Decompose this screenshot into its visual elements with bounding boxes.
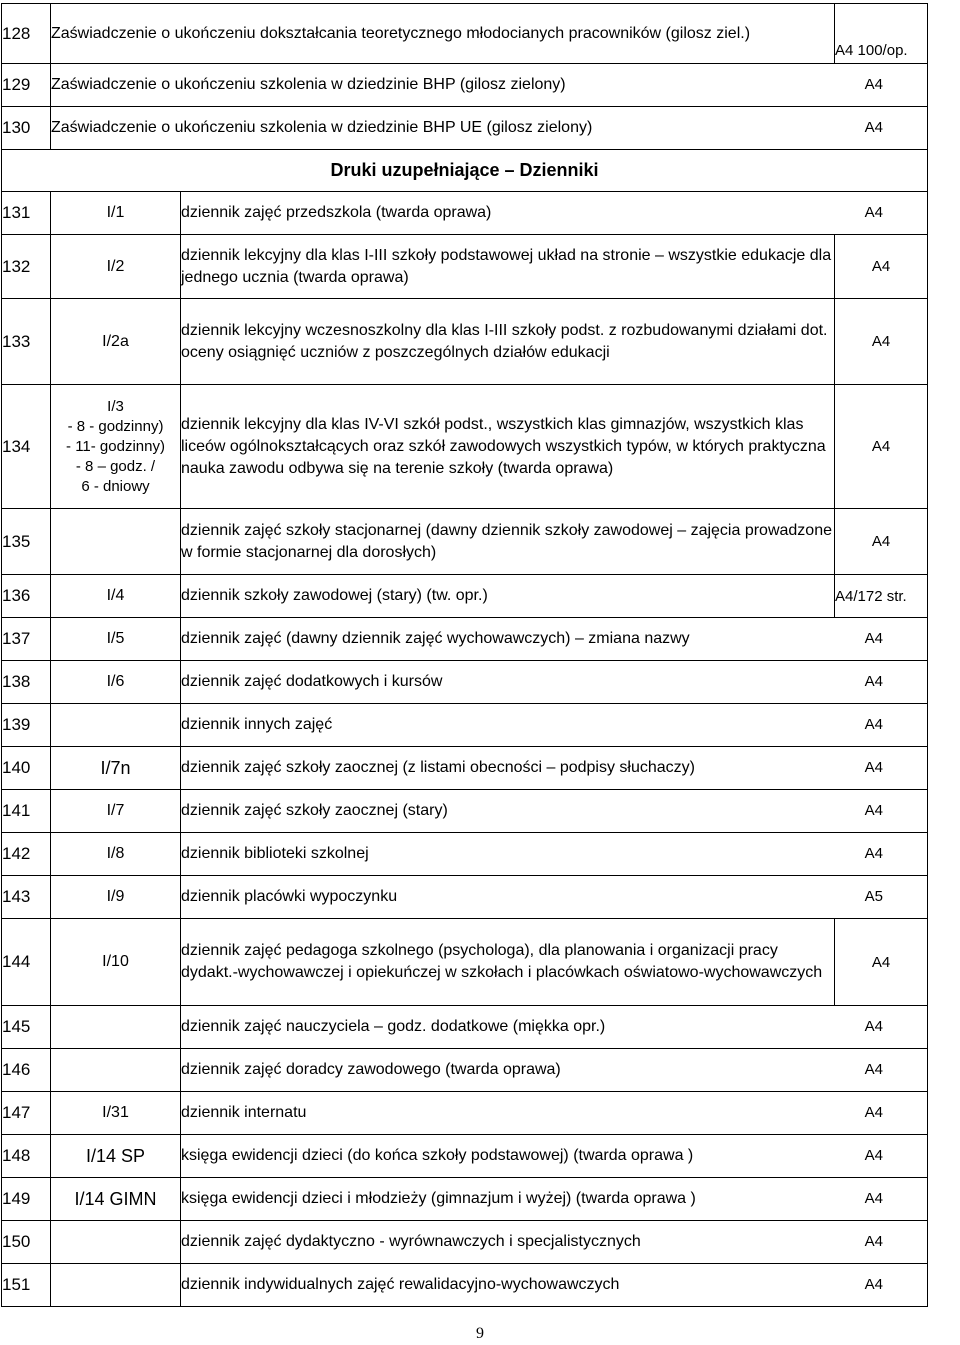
- row-code: I/4: [51, 575, 181, 618]
- row-code: I/7n: [51, 747, 181, 790]
- row-format: A4 100/op.: [835, 4, 928, 64]
- row-description-cell: [181, 1264, 928, 1307]
- row-number: 134: [2, 385, 51, 509]
- row-code: I/10: [51, 919, 181, 1006]
- row-code: I/31: [51, 1092, 181, 1135]
- row-code: [51, 1221, 181, 1264]
- table-row: [2, 919, 928, 1006]
- row-format: A4: [864, 1061, 884, 1078]
- table-row: [2, 704, 928, 747]
- row-format: A4: [864, 759, 884, 776]
- table-row: [2, 575, 928, 618]
- row-code: I/7: [51, 790, 181, 833]
- row-code: I/1: [51, 192, 181, 235]
- row-description-cell: [181, 747, 928, 790]
- row-description-cell: [181, 1135, 928, 1178]
- row-format: A4: [835, 299, 928, 385]
- row-number: 151: [2, 1264, 51, 1307]
- row-code: [51, 1049, 181, 1092]
- table-row: [2, 192, 928, 235]
- table-row: [2, 1178, 928, 1221]
- row-format: A4: [864, 76, 884, 93]
- row-format: A4: [864, 1233, 884, 1250]
- row-format: A4: [864, 1104, 884, 1121]
- row-description-cell: [51, 107, 928, 150]
- row-description-cell: [181, 192, 928, 235]
- row-description: dziennik zajęć nauczyciela – godz. dodatkowe (miękka opr.): [181, 1018, 606, 1035]
- row-code: I/5: [51, 618, 181, 661]
- row-number: 128: [2, 4, 51, 64]
- table-row: [2, 299, 928, 385]
- table-row: [2, 790, 928, 833]
- row-description-cell: [181, 1049, 928, 1092]
- row-description-cell: [181, 618, 928, 661]
- table-row: [2, 1135, 928, 1178]
- section-row: [2, 150, 928, 192]
- row-number: 130: [2, 107, 51, 150]
- table-row: [2, 618, 928, 661]
- row-format: A4: [864, 119, 884, 136]
- row-description: Zaświadczenie o ukończeniu szkolenia w dziedzinie BHP (gilosz zielony): [51, 76, 566, 93]
- table-row: [2, 833, 928, 876]
- table-row: [2, 661, 928, 704]
- row-number: 140: [2, 747, 51, 790]
- row-description-cell: [181, 1092, 928, 1135]
- row-description-cell: [181, 1221, 928, 1264]
- catalog-table: [1, 3, 928, 1307]
- table-row: [2, 1006, 928, 1049]
- row-format: A4: [835, 509, 928, 575]
- row-number: 148: [2, 1135, 51, 1178]
- row-description-cell: [181, 1006, 928, 1049]
- row-description: księga ewidencji dzieci (do końca szkoły podstawowej) (twarda oprawa ): [181, 1147, 694, 1164]
- row-description: dziennik zajęć szkoły zaocznej (stary): [181, 802, 448, 819]
- row-code: [51, 1006, 181, 1049]
- table-row: [2, 509, 928, 575]
- row-number: 131: [2, 192, 51, 235]
- row-description: dziennik zajęć dodatkowych i kursów: [181, 673, 443, 690]
- row-number: 135: [2, 509, 51, 575]
- row-number: 138: [2, 661, 51, 704]
- table-row: [2, 1092, 928, 1135]
- table-row: [2, 107, 928, 150]
- row-format: A4: [864, 1276, 884, 1293]
- row-format: A5: [864, 888, 884, 905]
- row-code: I/2a: [51, 299, 181, 385]
- code-line: I/3: [107, 397, 124, 415]
- row-number: 144: [2, 919, 51, 1006]
- row-description: dziennik zajęć szkoły stacjonarnej (dawny dziennik szkoły zawodowej – zajęcia prowadzone w formie stacjonarnej dla dorosłych): [181, 509, 835, 575]
- section-heading: Druki uzupełniające – Dzienniki: [2, 150, 928, 192]
- row-description: dziennik lekcyjny dla klas I-III szkoły podstawowej układ na stronie – wszystkie edukacje dla jednego ucznia (twarda oprawa): [181, 235, 835, 299]
- row-format: A4: [835, 235, 928, 299]
- table-row: [2, 1221, 928, 1264]
- row-code: I/9: [51, 876, 181, 919]
- row-description: dziennik placówki wypoczynku: [181, 888, 398, 905]
- row-description: dziennik szkoły zawodowej (stary) (tw. opr.): [181, 575, 835, 618]
- row-format: A4: [864, 1147, 884, 1164]
- row-format: A4: [864, 716, 884, 733]
- row-format: A4: [835, 919, 928, 1006]
- row-format: A4: [864, 1190, 884, 1207]
- row-format: A4/172 str.: [835, 575, 928, 618]
- row-description: dziennik biblioteki szkolnej: [181, 845, 369, 862]
- table-row: [2, 385, 928, 509]
- row-description: dziennik zajęć dydaktyczno - wyrównawczych i specjalistycznych: [181, 1233, 641, 1250]
- row-description-cell: [181, 790, 928, 833]
- row-description: dziennik internatu: [181, 1104, 307, 1121]
- row-number: 133: [2, 299, 51, 385]
- row-description-cell: [181, 833, 928, 876]
- row-description: Zaświadczenie o ukończeniu szkolenia w dziedzinie BHP UE (gilosz zielony): [51, 119, 593, 136]
- row-description: dziennik zajęć przedszkola (twarda oprawa): [181, 204, 492, 221]
- row-format: A4: [835, 385, 928, 509]
- row-description: dziennik zajęć (dawny dziennik zajęć wychowawczych) – zmiana nazwy: [181, 630, 690, 647]
- row-number: 150: [2, 1221, 51, 1264]
- page-number: 9: [476, 1325, 484, 1342]
- row-format: A4: [864, 630, 884, 647]
- row-number: 147: [2, 1092, 51, 1135]
- row-number: 137: [2, 618, 51, 661]
- row-description: dziennik lekcyjny wczesnoszkolny dla klas I-III szkoły podst. z rozbudowanymi działami dot. oceny osiągnięć uczniów z poszczególnych działów edukacji: [181, 299, 835, 385]
- row-format: A4: [864, 802, 884, 819]
- row-number: 141: [2, 790, 51, 833]
- table-row: [2, 747, 928, 790]
- row-code: [51, 1264, 181, 1307]
- row-code: I/8: [51, 833, 181, 876]
- row-code: I/14 SP: [51, 1135, 181, 1178]
- row-number: 129: [2, 64, 51, 107]
- code-line: - 8 - godzinny): [67, 417, 164, 435]
- row-description-cell: [181, 661, 928, 704]
- row-number: 132: [2, 235, 51, 299]
- code-line: - 8 – godz. /: [75, 457, 156, 475]
- row-format: A4: [864, 1018, 884, 1035]
- row-description: dziennik zajęć doradcy zawodowego (twarda oprawa): [181, 1061, 561, 1078]
- row-format: A4: [864, 673, 884, 690]
- row-number: 149: [2, 1178, 51, 1221]
- row-description: Zaświadczenie o ukończeniu dokształcania teoretycznego młodocianych pracowników (gilosz ziel.): [51, 4, 835, 64]
- row-description-cell: [181, 876, 928, 919]
- table-row: [2, 4, 928, 64]
- table-row: [2, 235, 928, 299]
- row-number: 142: [2, 833, 51, 876]
- row-description-cell: [181, 704, 928, 747]
- row-number: 139: [2, 704, 51, 747]
- row-description: dziennik zajęć szkoły zaocznej (z listami obecności – podpisy słuchaczy): [181, 759, 695, 776]
- row-code: [51, 704, 181, 747]
- row-description-cell: [181, 1178, 928, 1221]
- table-row: [2, 64, 928, 107]
- row-number: 146: [2, 1049, 51, 1092]
- table-row: [2, 1264, 928, 1307]
- table-row: [2, 876, 928, 919]
- row-number: 136: [2, 575, 51, 618]
- row-number: 145: [2, 1006, 51, 1049]
- row-description: dziennik zajęć pedagoga szkolnego (psychologa), dla planowania i organizacji pracy dydakt.-wychowawczej i opiekuńczej w szkołach i placówkach oświatowo-wychowawczych: [181, 919, 835, 1006]
- row-description-cell: [51, 64, 928, 107]
- row-description: księga ewidencji dzieci i młodzieży (gimnazjum i wyżej) (twarda oprawa ): [181, 1190, 696, 1207]
- row-description: dziennik lekcyjny dla klas IV-VI szkół podst., wszystkich klas gimnazjów, wszystkich klas liceów ogólnokształcących oraz szkół zawodowych wszystkich typów, w których praktyczna nauka zawodu odbywa się na terenie szkoły (twarda oprawa): [181, 385, 835, 509]
- row-code: [51, 509, 181, 575]
- row-description: dziennik innych zajęć: [181, 716, 333, 733]
- row-description: dziennik indywidualnych zajęć rewalidacyjno-wychowawczych: [181, 1276, 620, 1293]
- row-code: [51, 385, 181, 509]
- row-format: A4: [864, 845, 884, 862]
- row-code: I/6: [51, 661, 181, 704]
- row-number: 143: [2, 876, 51, 919]
- code-line: 6 - dniowy: [81, 477, 150, 495]
- row-code: I/2: [51, 235, 181, 299]
- row-format: A4: [864, 204, 884, 221]
- table-row: [2, 1049, 928, 1092]
- code-line: - 11- godzinny): [66, 437, 165, 455]
- row-code: I/14 GIMN: [51, 1178, 181, 1221]
